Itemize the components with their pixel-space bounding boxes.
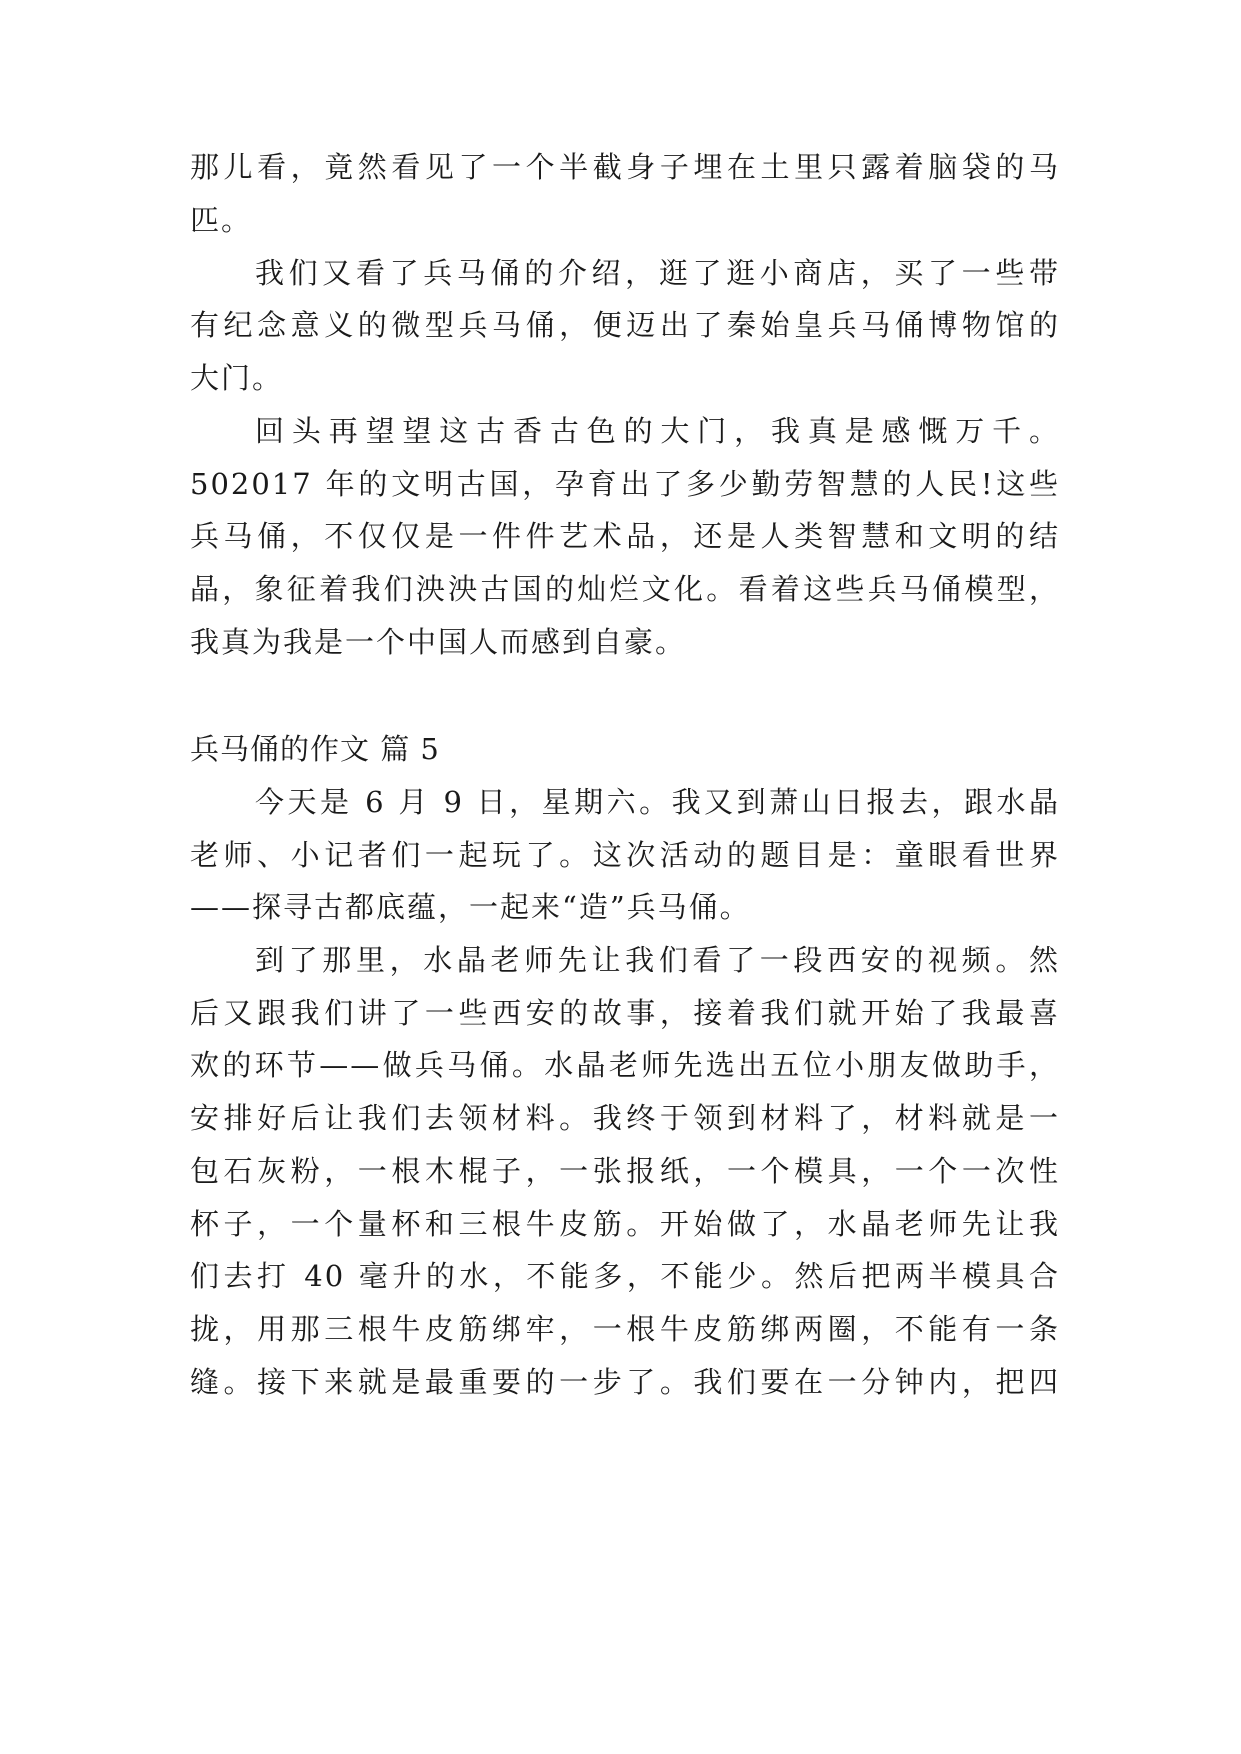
paragraph-3-line-2: 502017 年的文明古国，孕育出了多少勤劳智慧的人民!这些 xyxy=(190,467,1060,501)
paragraph-1-line-2: 匹。 xyxy=(190,203,253,237)
paragraph-5-line-9: 缝。接下来就是最重要的一步了。我们要在一分钟内，把四 xyxy=(190,1365,1060,1399)
paragraph-1-line-1: 那儿看，竟然看见了一个半截身子埋在土里只露着脑袋的马 xyxy=(190,150,1060,184)
paragraph-4-line-2: 老师、小记者们一起玩了。这次活动的题目是：童眼看世界 xyxy=(190,838,1060,872)
paragraph-5-line-5: 包石灰粉，一根木棍子，一张报纸，一个模具，一个一次性 xyxy=(190,1154,1060,1188)
paragraph-3-line-5: 我真为我是一个中国人而感到自豪。 xyxy=(190,625,687,659)
paragraph-3-line-3: 兵马俑，不仅仅是一件件艺术品，还是人类智慧和文明的结 xyxy=(190,519,1060,553)
paragraph-4-line-3: ——探寻古都底蕴，一起来“造”兵马俑。 xyxy=(190,890,751,924)
paragraph-2-line-3: 大门。 xyxy=(190,361,284,395)
paragraph-5-line-7: 们去打 40 毫升的水，不能多，不能少。然后把两半模具合 xyxy=(190,1259,1060,1293)
paragraph-5-line-4: 安排好后让我们去领材料。我终于领到材料了，材料就是一 xyxy=(190,1101,1060,1135)
paragraph-4-line-1: 今天是 6 月 9 日，星期六。我又到萧山日报去，跟水晶 xyxy=(255,785,1060,819)
paragraph-5-line-8: 拢，用那三根牛皮筋绑牢，一根牛皮筋绑两圈，不能有一条 xyxy=(190,1312,1060,1346)
paragraph-2-line-2: 有纪念意义的微型兵马俑，便迈出了秦始皇兵马俑博物馆的 xyxy=(190,308,1060,342)
paragraph-3-line-1: 回头再望望这古香古色的大门，我真是感慨万千。 xyxy=(255,414,1060,448)
paragraph-5-line-2: 后又跟我们讲了一些西安的故事，接着我们就开始了我最喜 xyxy=(190,996,1060,1030)
paragraph-2-line-1: 我们又看了兵马俑的介绍，逛了逛小商店，买了一些带 xyxy=(255,256,1060,290)
paragraph-5-line-1: 到了那里，水晶老师先让我们看了一段西安的视频。然 xyxy=(255,943,1060,977)
paragraph-5-line-6: 杯子，一个量杯和三根牛皮筋。开始做了，水晶老师先让我 xyxy=(190,1207,1060,1241)
paragraph-5-line-3: 欢的环节——做兵马俑。水晶老师先选出五位小朋友做助手， xyxy=(190,1048,1060,1082)
section-heading: 兵马俑的作文 篇 5 xyxy=(190,732,440,766)
paragraph-3-line-4: 晶，象征着我们泱泱古国的灿烂文化。看着这些兵马俑模型， xyxy=(190,572,1060,606)
